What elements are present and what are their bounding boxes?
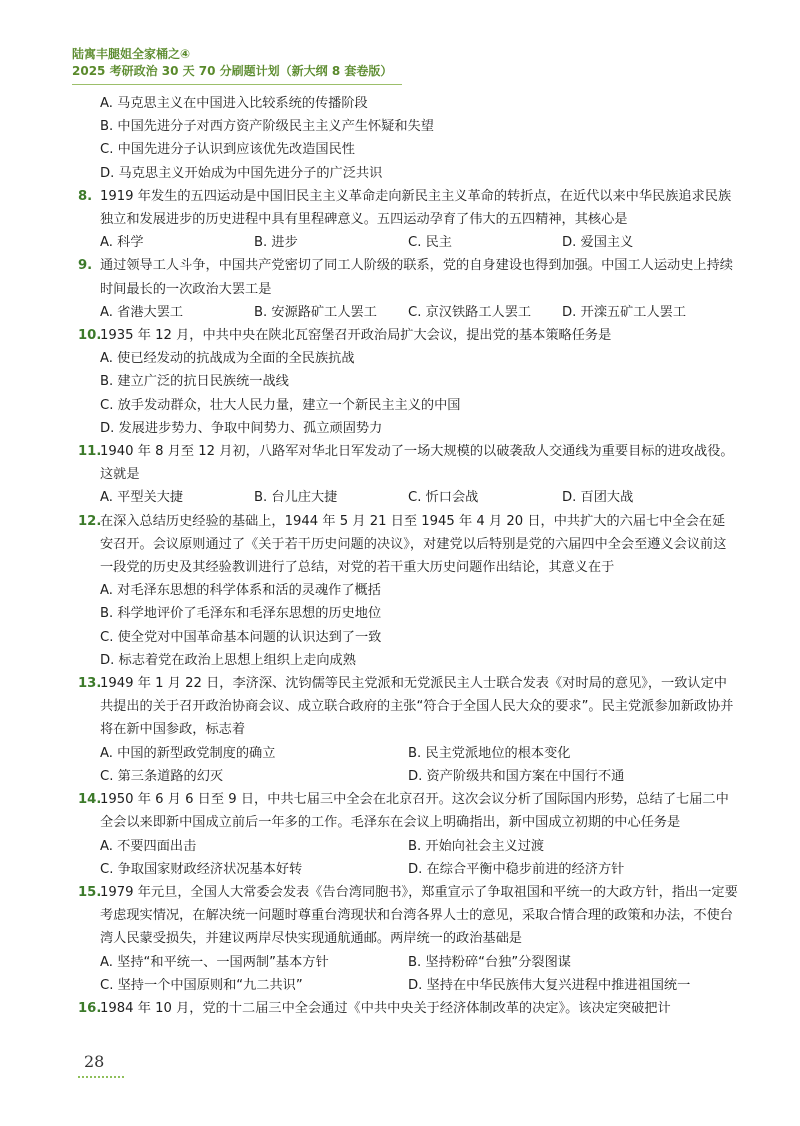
option-d: D. 爱国主义 [562, 235, 634, 251]
question-text: 在深入总结历史经验的基础上，1944 年 5 月 21 日至 1945 年 4 月 20 日，中共扩大的六届七中全会在延安召开。会议原则通过了《关于若干历史问题的决议》，对建党以后特别是党的六届四中全会至遵义会议前这一段党的历史及其经验教训进行了总结，对党的若干重大历史问题作出结论，其意义在于 [100, 513, 727, 576]
question-stem [78, 788, 738, 834]
question-number: 8. [78, 188, 93, 204]
option-b: B. 台儿庄大捷 [254, 490, 338, 506]
option-b: B. 科学地评价了毛泽东和毛泽东思想的历史地位 [100, 606, 382, 622]
question-number: 10. [78, 328, 102, 344]
option-c: C. 忻口会战 [408, 490, 479, 506]
page-number: 28 [84, 1052, 105, 1071]
question-text: 1979 年元旦，全国人大常委会发表《告台湾同胞书》，郑重宣示了争取祖国和平统一的大政方针，指出一定要考虑现实情况，在解决统一问题时尊重台湾现状和台湾各界人士的意见，采取合情合理的政策和办法，不使台湾人民蒙受损失，并建议两岸尽快实现通航通邮。两岸统一的政治基础是 [100, 884, 738, 947]
question-10 [78, 324, 738, 440]
question-stem [78, 440, 738, 486]
option-a: A. 坚持“和平统一、一国两制”基本方针 [100, 954, 329, 970]
question-stem [78, 997, 738, 1020]
question-stem [78, 881, 738, 951]
question-9 [78, 254, 738, 324]
option: C. 中国先进分子认识到应该优先改造国民性 [100, 142, 355, 158]
question-text: 1935 年 12 月，中共中央在陕北瓦窑堡召开政治局扩大会议，提出党的基本策略任务是 [100, 328, 612, 344]
question-15 [78, 881, 738, 997]
option-b: B. 开始向社会主义过渡 [408, 838, 545, 854]
question-number: 15. [78, 884, 102, 900]
option-d: D. 资产阶级共和国方案在中国行不通 [408, 768, 625, 784]
series-title: 陆寓丰腿姐全家桶之④ [72, 47, 191, 61]
option-d: D. 百团大战 [562, 490, 634, 506]
book-title: 2025 考研政治 30 天 70 分刷题计划（新大纲 8 套卷版） [72, 64, 393, 78]
option-d: D. 标志着党在政治上思想上组织上走向成熟 [100, 652, 356, 668]
option-a: A. 对毛泽东思想的科学体系和活的灵魂作了概括 [100, 583, 381, 599]
option-b: B. 民主党派地位的根本变化 [408, 745, 571, 761]
question-number: 13. [78, 676, 102, 692]
option-a: A. 使已经发动的抗战成为全面的全民族抗战 [100, 351, 355, 367]
header-divider [72, 84, 402, 85]
question-stem [78, 324, 738, 347]
question-number: 12. [78, 513, 102, 529]
question-16 [78, 997, 738, 1020]
question-13 [78, 672, 738, 788]
option-c: C. 争取国家财政经济状况基本好转 [100, 861, 303, 877]
option-d: D. 坚持在中华民族伟大复兴进程中推进祖国统一 [408, 977, 691, 993]
option-b: B. 建立广泛的抗日民族统一战线 [100, 374, 289, 390]
question-7-options [78, 92, 738, 185]
option-a: A. 省港大罢工 [100, 304, 184, 320]
option: A. 马克思主义在中国进入比较系统的传播阶段 [100, 96, 368, 111]
option-c: C. 坚持一个中国原则和“九二共识” [100, 977, 303, 993]
question-text: 1919 年发生的五四运动是中国旧民主主义革命走向新民主主义革命的转折点，在近代以来中华民族追求民族独立和发展进步的历史进程中具有里程碑意义。五四运动孕育了伟大的五四精神，其核心是 [100, 188, 732, 228]
question-number: 16. [78, 1000, 102, 1016]
option-c: C. 京汉铁路工人罢工 [408, 304, 532, 320]
question-12 [78, 510, 738, 672]
option-b: B. 坚持粉碎“台独”分裂图谋 [408, 954, 571, 970]
question-text: 通过领导工人斗争，中国共产党密切了同工人阶级的联系，党的自身建设也得到加强。中国工人运动史上持续时间最长的一次政治大罢工是 [100, 258, 733, 297]
option-a: A. 平型关大捷 [100, 490, 184, 506]
option-c: C. 放手发动群众，壮大人民力量，建立一个新民主主义的中国 [100, 397, 461, 413]
question-text: 1950 年 6 月 6 日至 9 日，中共七届三中全会在北京召开。这次会议分析了国际国内形势，总结了七届二中全会以来即新中国成立前后一年多的工作。毛泽东在会议上明确指出，新中国成立初期的中心任务是 [100, 792, 729, 831]
option-c: C. 民主 [408, 235, 452, 251]
question-number: 9. [78, 258, 93, 274]
question-11 [78, 440, 738, 510]
question-number: 11. [78, 444, 102, 460]
option-c: C. 使全党对中国革命基本问题的认识达到了一致 [100, 629, 382, 645]
option-b: B. 进步 [254, 235, 298, 251]
question-list [78, 92, 738, 1020]
question-stem [78, 185, 738, 231]
option-a: A. 科学 [100, 235, 144, 251]
question-8 [78, 185, 738, 255]
option-d: D. 开滦五矿工人罢工 [562, 304, 687, 320]
question-stem [78, 510, 738, 580]
option: D. 马克思主义开始成为中国先进分子的广泛共识 [100, 165, 383, 181]
option-d: D. 在综合平衡中稳步前进的经济方针 [408, 861, 625, 877]
footer-divider [78, 1076, 124, 1078]
option-b: B. 安源路矿工人罢工 [254, 304, 377, 320]
option-c: C. 第三条道路的幻灭 [100, 768, 224, 784]
question-number: 14. [78, 792, 102, 808]
question-text: 1984 年 10 月，党的十二届三中全会通过《中共中央关于经济体制改革的决定》。该决定突破把计 [100, 1000, 671, 1016]
question-text: 1949 年 1 月 22 日，李济深、沈钧儒等民主党派和无党派民主人士联合发表《对时局的意见》，一致认定中共提出的关于召开政治协商会议、成立联合政府的主张“符合于全国人民大众的要求”。民主党派参加新政协并将在新中国参政，标志着 [100, 676, 734, 738]
option: B. 中国先进分子对西方资产阶级民主主义产生怀疑和失望 [100, 119, 434, 135]
question-stem [78, 672, 738, 742]
option-a: A. 不要四面出击 [100, 838, 197, 854]
running-header [72, 46, 392, 80]
option-a: A. 中国的新型政党制度的确立 [100, 745, 276, 761]
option-d: D. 发展进步势力、争取中间势力、孤立顽固势力 [100, 420, 383, 436]
question-stem [78, 254, 738, 300]
question-text: 1940 年 8 月至 12 月初，八路军对华北日军发动了一场大规模的以破袭敌人交通线为重要目标的进攻战役。这就是 [100, 444, 734, 483]
question-14 [78, 788, 738, 881]
